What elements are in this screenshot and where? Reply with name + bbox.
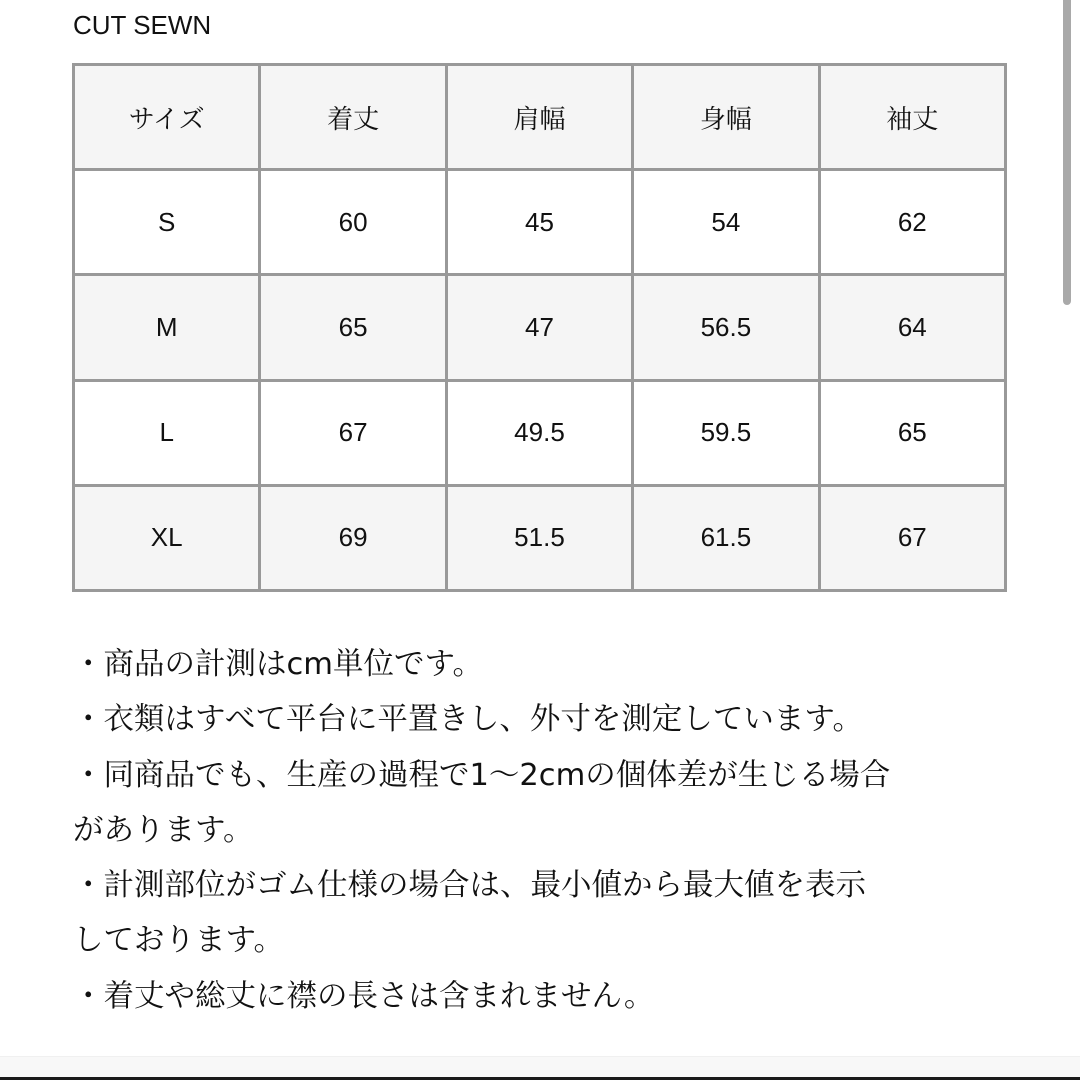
cell-size: S xyxy=(74,170,260,275)
cell-sleeve: 62 xyxy=(819,170,1005,275)
table-row xyxy=(74,275,1006,380)
table-row xyxy=(74,485,1006,590)
cell-chest: 56.5 xyxy=(633,275,819,380)
note-line: ・衣類はすべて平台に平置きし、外寸を測定しています。 xyxy=(73,702,863,738)
note-line: があります。 xyxy=(73,812,254,848)
note-line: ・同商品でも、生産の過程で1〜2cmの個体差が生じる場合 xyxy=(73,757,891,793)
note-line: しております。 xyxy=(73,923,285,959)
header-sleeve: 袖丈 xyxy=(819,65,1005,170)
table-row xyxy=(74,380,1006,485)
cell-sleeve: 65 xyxy=(819,380,1005,485)
cell-shoulder: 51.5 xyxy=(446,485,632,590)
note-line: ・商品の計測はcm単位です。 xyxy=(73,647,484,682)
header-shoulder: 肩幅 xyxy=(446,65,632,170)
product-category-title: CUT SEWN xyxy=(73,10,212,40)
table-row xyxy=(74,170,1006,275)
measurement-notes xyxy=(73,637,1023,1024)
cell-shoulder: 47 xyxy=(446,275,632,380)
cell-sleeve: 64 xyxy=(819,275,1005,380)
header-size: サイズ xyxy=(74,65,260,170)
size-table xyxy=(72,63,1007,592)
note-line: ・着丈や総丈に襟の長さは含まれません。 xyxy=(73,978,655,1014)
cell-shoulder: 49.5 xyxy=(446,380,632,485)
cell-chest: 59.5 xyxy=(633,380,819,485)
note-line: ・計測部位がゴム仕様の場合は、最小値から最大値を表示 xyxy=(73,868,866,904)
cell-size: XL xyxy=(74,485,260,590)
cell-length: 60 xyxy=(260,170,446,275)
vertical-scrollbar[interactable] xyxy=(1063,0,1071,305)
cell-sleeve: 67 xyxy=(819,485,1005,590)
cell-length: 65 xyxy=(260,275,446,380)
cell-length: 67 xyxy=(260,380,446,485)
cell-chest: 61.5 xyxy=(633,485,819,590)
cell-length: 69 xyxy=(260,485,446,590)
cell-chest: 54 xyxy=(633,170,819,275)
cell-size: L xyxy=(74,380,260,485)
footer-band xyxy=(0,1056,1080,1078)
header-chest: 身幅 xyxy=(633,65,819,170)
cell-size: M xyxy=(74,275,260,380)
header-length: 着丈 xyxy=(260,65,446,170)
table-header-row xyxy=(74,65,1006,170)
cell-shoulder: 45 xyxy=(446,170,632,275)
